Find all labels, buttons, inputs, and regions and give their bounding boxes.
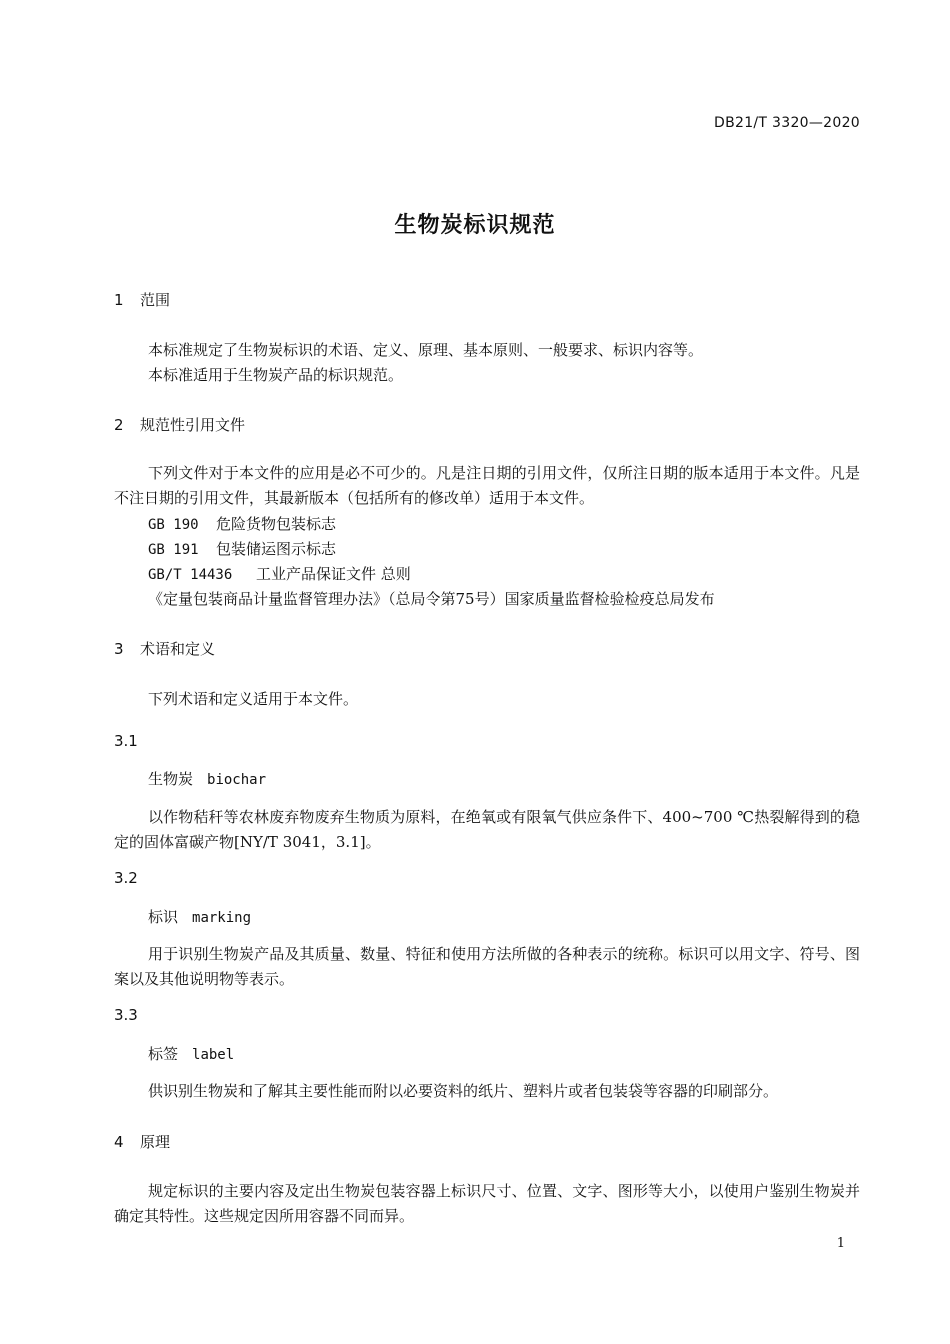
reference-item	[148, 538, 336, 559]
term-name: 标签	[148, 1045, 179, 1063]
term-english: label	[192, 1047, 235, 1063]
reference-title: 工业产品保证文件 总则	[256, 565, 411, 583]
term-number: 3.2	[114, 869, 138, 887]
reference-title: 包装储运图示标志	[216, 540, 337, 558]
term-name: 生物炭	[148, 770, 194, 788]
standard-code: DB21/T 3320—2020	[714, 115, 860, 131]
term-number: 3.1	[114, 732, 138, 750]
section-title: 规范性引用文件	[140, 416, 246, 434]
reference-item	[148, 513, 336, 534]
reference-code: GB 190	[148, 517, 199, 533]
scope-paragraph-1: 本标准规定了生物炭标识的术语、定义、原理、基本原则、一般要求、标识内容等。	[148, 341, 704, 359]
section-number: 1	[114, 291, 124, 309]
section-title: 术语和定义	[140, 640, 216, 658]
term-heading	[148, 768, 266, 789]
reference-title: 危险货物包装标志	[216, 515, 337, 533]
principle-paragraph: 规定标识的主要内容及定出生物炭包装容器上标识尺寸、位置、文字、图形等大小，以使用户鉴别生物炭并确定其特性。这些规定因所用容器不同而异。	[114, 1182, 860, 1225]
section-3-heading	[114, 638, 215, 659]
section-number: 2	[114, 416, 124, 434]
reference-code: GB/T 14436	[148, 567, 233, 583]
section-4-heading	[114, 1131, 170, 1152]
term-number: 3.3	[114, 1006, 138, 1024]
reference-regulation: 《定量包装商品计量监督管理办法》（总局令第75号）国家质量监督检验检疫总局发布	[148, 590, 715, 608]
term-name: 标识	[148, 908, 179, 926]
section-1-heading	[114, 289, 170, 310]
section-number: 4	[114, 1133, 124, 1151]
reference-code: GB 191	[148, 542, 199, 558]
reference-item	[148, 563, 411, 584]
term-definition: 供识别生物炭和了解其主要性能而附以必要资料的纸片、塑料片或者包装袋等容器的印刷部分。	[148, 1082, 779, 1100]
section-title: 原理	[140, 1133, 171, 1151]
term-english: biochar	[207, 772, 267, 788]
term-heading	[148, 906, 251, 927]
term-english: marking	[192, 910, 252, 926]
page-number: 1	[836, 1236, 845, 1251]
term-heading	[148, 1043, 234, 1064]
term-definition: 以作物秸秆等农林废弃物废弃生物质为原料，在绝氧或有限氧气供应条件下、400~700 ℃热裂解得到的稳定的固体富碳产物[NY/T 3041，3.1]。	[114, 808, 860, 851]
terms-intro: 下列术语和定义适用于本文件。	[148, 690, 359, 708]
section-title: 范围	[140, 291, 171, 309]
term-definition: 用于识别生物炭产品及其质量、数量、特征和使用方法所做的各种表示的统称。标识可以用文字、符号、图案以及其他说明物等表示。	[114, 945, 860, 988]
document-title: 生物炭标识规范	[394, 213, 556, 238]
normative-references-intro: 下列文件对于本文件的应用是必不可少的。凡是注日期的引用文件，仅所注日期的版本适用于本文件。凡是不注日期的引用文件，其最新版本（包括所有的修改单）适用于本文件。	[114, 464, 860, 507]
section-number: 3	[114, 640, 124, 658]
section-2-heading	[114, 414, 245, 435]
scope-paragraph-2: 本标准适用于生物炭产品的标识规范。	[148, 366, 404, 384]
